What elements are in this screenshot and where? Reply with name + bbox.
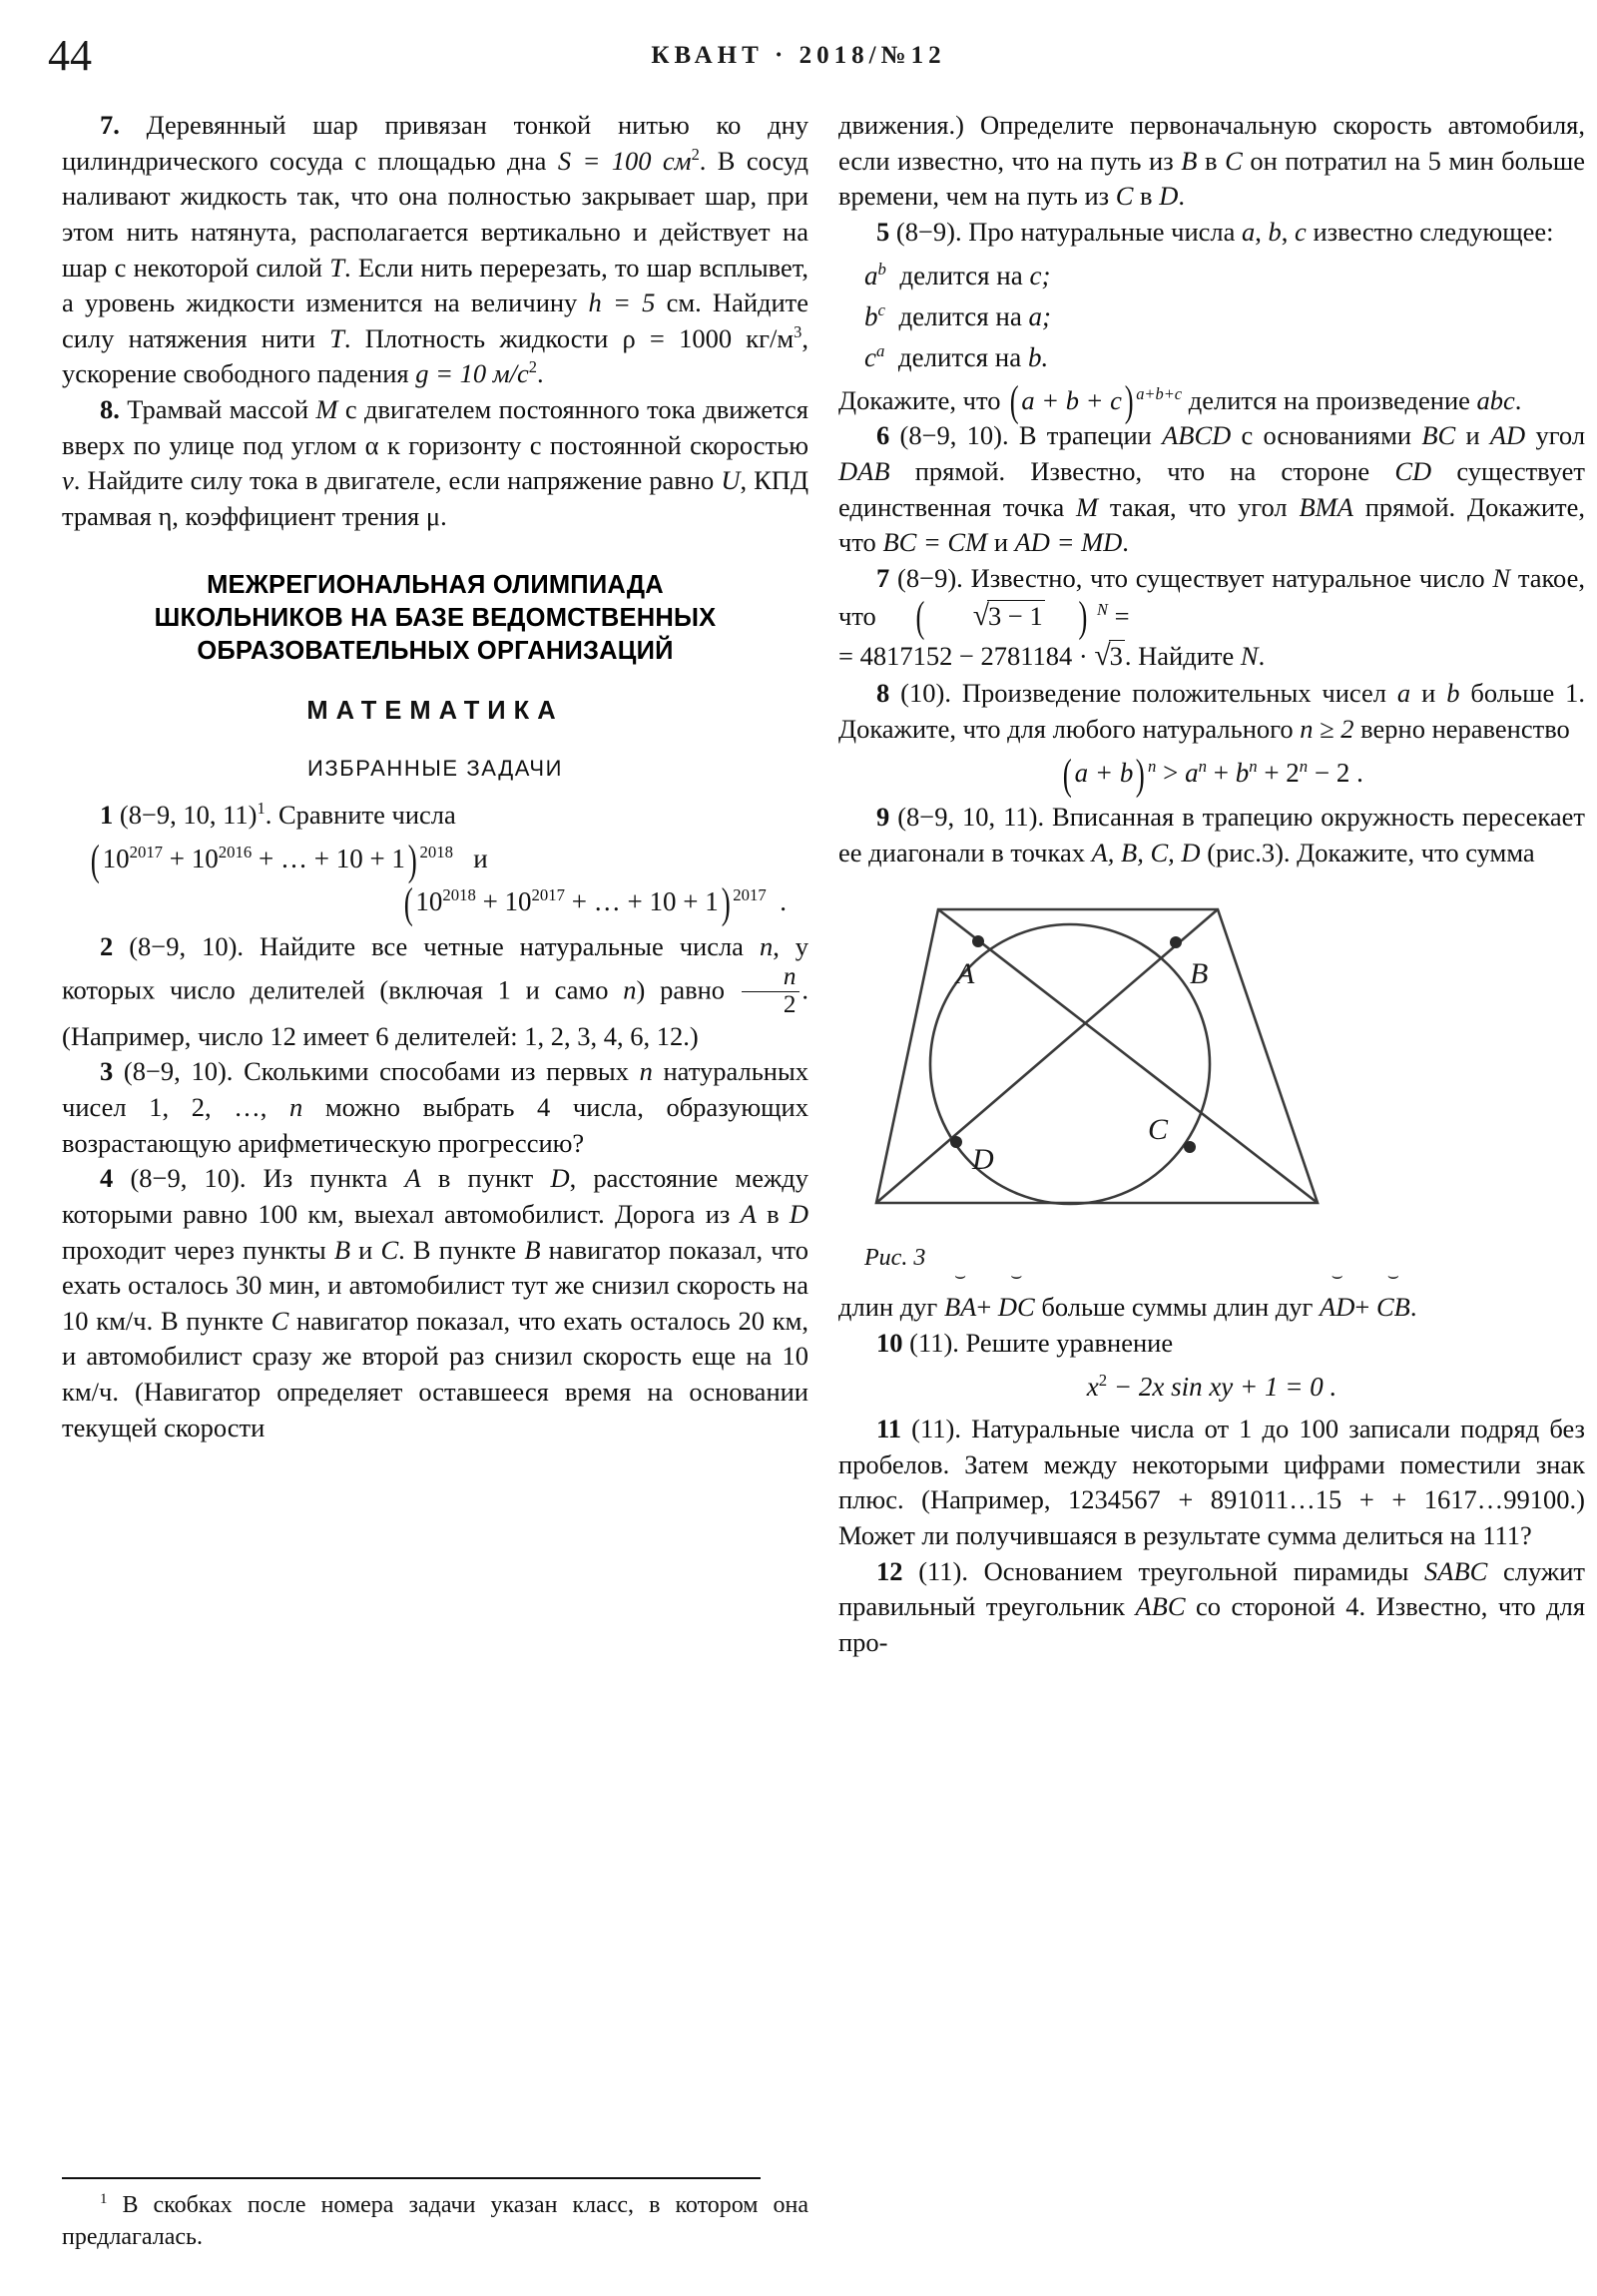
point-D-label: D — [972, 1142, 994, 1176]
problem-11-number: 11 — [876, 1414, 902, 1444]
p5-c3-base: c — [864, 342, 876, 373]
p5-c1-text: делится на — [899, 260, 1023, 290]
problem-7-physics — [62, 108, 808, 392]
p4c-C: C — [1225, 145, 1243, 176]
problem-8-mu: μ — [425, 501, 441, 532]
problem-4-text-3: , расстояние между которыми равно 100 км, выехал автомобилист. Дорога из — [62, 1163, 808, 1229]
point-A-label: A — [956, 956, 975, 990]
problem-12-text-2: служит правильный треугольник — [838, 1555, 1586, 1622]
problem-7-rho-exp: 3 — [794, 322, 802, 342]
problem-8-eta: η — [158, 501, 173, 532]
problem-7-text-5: . Плотность жидкости — [343, 322, 609, 353]
problem-7-math — [838, 561, 1586, 642]
p1-f1-rest: + … + 10 + 1 — [252, 843, 405, 873]
point-C-marker — [1184, 1141, 1196, 1153]
problem-7-text-3: . Если нить перерезать, то шар всплывет, а уровень жидкости изменится на величину — [62, 252, 808, 318]
problem-2-fraction — [742, 964, 800, 1018]
problem-4-text-6: и — [358, 1234, 373, 1265]
problem-12-text-1: Основанием треугольной пирамиды — [983, 1555, 1409, 1586]
p8m-r1-exp: n — [1198, 756, 1207, 776]
arc-mark-icon-3: ⌣ — [1331, 1266, 1343, 1288]
problem-6-eq-1: BC = CM — [882, 527, 988, 558]
problem-6-text-5: прямой. Известно, что на стороне — [914, 456, 1370, 487]
problem-9-arcs-sentence — [838, 1266, 1585, 1326]
problem-5-comma-2: , — [1281, 216, 1289, 247]
problem-7-rho: ρ = 1000 кг/м — [622, 322, 795, 353]
paren-close-icon-4: ) — [1078, 594, 1088, 642]
diagonal-2 — [876, 909, 1218, 1203]
right-column — [838, 108, 1585, 1661]
problem-6-text-2: с основаниями — [1241, 420, 1412, 451]
problem-4-C2: C — [270, 1305, 289, 1336]
p7m-text-3: . Найдите — [1124, 640, 1235, 671]
p5-text-4: делится на произведение — [1188, 384, 1470, 415]
problem-6-text-9: и — [993, 527, 1008, 558]
problem-3-text-1: Сколькими способами из первых — [244, 1056, 629, 1087]
problem-8m-text-3: больше 1. Докажите, что для любого натурального — [838, 678, 1586, 745]
problem-8-text-1: Трамвай массой — [127, 394, 309, 425]
figure-3-drawing — [838, 887, 1357, 1227]
sqrt-3-radical — [935, 597, 1045, 637]
problem-8m-classes: (10). — [900, 678, 951, 709]
problem-10-classes: (11). — [909, 1328, 959, 1359]
paren-close-icon-5: ) — [1136, 750, 1146, 799]
p1-f2-mid: + 10 — [475, 886, 532, 917]
p7m-sqrt3: 3 — [1109, 640, 1123, 671]
problem-4-text-1: Из пункта — [263, 1163, 388, 1194]
fraction-numerator: n — [783, 963, 797, 991]
paren-close-icon: ) — [407, 836, 417, 884]
problem-2-text-2: , у которых число делителей (включая 1 и само — [62, 930, 809, 1005]
problem-2-number: 2 — [100, 930, 114, 961]
problem-6-text-6: существует единственная точка — [838, 456, 1586, 522]
problem-6-BMA: BMA — [1299, 491, 1353, 522]
problem-5-condition-2 — [838, 300, 1585, 332]
problem-2-text-4: . (Например, число 12 имеет 6 делителей: 1, 2, 3, 4, 6, 12.) — [62, 974, 809, 1051]
problem-4-text-8: навигатор показал, что ехать осталось 30 мин, и автомобилист тут же снизил скорость на 10 км/ч. В пункте — [62, 1234, 809, 1336]
problem-5-condition-3 — [838, 341, 1585, 373]
problem-5-text-1: Про натуральные числа — [968, 216, 1236, 247]
problem-3-text-2: натуральных чисел 1, 2, …, — [62, 1056, 809, 1122]
paren-open-icon-5: ( — [1062, 750, 1072, 799]
problem-4-classes: (8−9, 10). — [130, 1163, 247, 1194]
p1-f2-base: 10 — [415, 886, 443, 917]
sqrt-3-radical-2 — [1094, 637, 1125, 677]
problem-4-A1: A — [404, 1163, 421, 1194]
p1-f2-e2: 2017 — [531, 885, 566, 905]
arc-DC-label: DC — [997, 1292, 1035, 1323]
problem-7-g: g = 10 м/с — [415, 358, 529, 389]
p5-c2-text: делится на — [898, 300, 1022, 331]
problem-8-text-6: , коэффициент трения — [172, 501, 420, 532]
problem-7-area: S = 100 см — [557, 145, 692, 176]
p10-rest: − 2x sin xy + 1 = 0 . — [1107, 1371, 1337, 1402]
footnote-marker: 1 — [100, 2191, 108, 2207]
p8m-end: − 2 . — [1308, 757, 1363, 788]
paren-open-icon-3: ( — [1009, 378, 1019, 426]
p8m-r2: b — [1235, 757, 1250, 788]
problem-6-CD: CD — [1394, 456, 1432, 487]
p4c-text-2: в — [1205, 145, 1218, 176]
problem-5-condition-1 — [838, 260, 1585, 291]
paren-close-icon-2: ) — [721, 879, 731, 928]
paren-open-icon: ( — [90, 836, 100, 884]
problem-5-comma-1: , — [1255, 216, 1262, 247]
arc-mark-icon-2: ⌣ — [1010, 1266, 1023, 1288]
problem-7-text-6: , ускорение свободного падения — [62, 322, 809, 389]
problem-9-number: 9 — [876, 802, 890, 833]
radical-sign-icon-2: √ — [1094, 639, 1111, 672]
problem-9-text-2: (рис.3). Докажите, что сумма — [1207, 837, 1535, 867]
problem-6-BC: BC — [1421, 420, 1456, 451]
problem-9-text-1: Вписанная в трапецию окружность пересекает ее диагонали в точках — [838, 802, 1586, 867]
problem-8-text-4: . Найдите силу тока в двигателе, если напряжение равно — [73, 465, 715, 496]
problem-12-classes: (11). — [918, 1555, 968, 1586]
problem-5-conclusion — [838, 378, 1585, 426]
problem-7-number: 7. — [100, 110, 120, 140]
p4c-text-3: он потратил на 5 мин больше времени, чем на путь из — [838, 145, 1586, 212]
p5-text-5: . — [1514, 384, 1522, 415]
footnote-block — [62, 2190, 808, 2253]
paren-close-icon-3: ) — [1124, 378, 1134, 426]
problem-9-points: A, B, C, D — [1091, 837, 1201, 867]
problem-7m-N: N — [1492, 562, 1511, 593]
trapezoid-outline — [876, 909, 1318, 1203]
p1-f1-e2: 2016 — [218, 842, 253, 861]
p1-f1-mid: + 10 — [163, 843, 219, 873]
arc-mark-icon-4: ⌣ — [1386, 1266, 1399, 1288]
problem-2-text-3: ) равно — [636, 974, 726, 1005]
problem-6-text-1: В трапеции — [1018, 420, 1152, 451]
p4c-B: B — [1181, 145, 1198, 176]
p4c-C2: C — [1115, 181, 1134, 212]
problem-6-text-8: прямой. Докажите, что — [838, 491, 1586, 558]
problem-4-C1: C — [380, 1234, 399, 1265]
problem-1-number: 1 — [100, 799, 114, 830]
p7m-right: = 4817152 − 2781184 · — [838, 640, 1088, 671]
problem-1-text: . Сравните числа — [265, 799, 456, 830]
p5-c3-exp: a — [875, 341, 885, 361]
problem-3-n1: n — [639, 1056, 653, 1087]
problem-8m-cond: n ≥ 2 — [1300, 714, 1354, 745]
problem-6-ABCD: ABCD — [1162, 420, 1232, 451]
point-D-marker — [950, 1136, 962, 1148]
p8m-left-exp: n — [1147, 756, 1157, 776]
problem-5-a: a — [1242, 216, 1256, 247]
problem-3-number: 3 — [100, 1056, 114, 1087]
problem-7-h: h = 5 — [588, 287, 656, 318]
p5-c2-div: a; — [1028, 300, 1052, 331]
problem-4-text-7: . В пункте — [398, 1234, 517, 1265]
problem-5-b: b — [1268, 216, 1282, 247]
p1-f2-outer-exp: 2017 — [733, 885, 767, 905]
problem-8-text-7: . — [440, 501, 447, 532]
arc-BA — [943, 1266, 977, 1326]
problem-8-text-3: к горизонту с постоянной скоростью — [386, 429, 809, 460]
problem-9-math — [838, 800, 1585, 870]
point-B-label: B — [1190, 956, 1209, 990]
page-folio: 44 — [48, 31, 92, 80]
p8m-plus1: + — [1206, 757, 1236, 788]
problem-3-n2: n — [289, 1091, 303, 1122]
problem-12-number: 12 — [876, 1555, 903, 1586]
p1-f1-outer-exp: 2018 — [419, 842, 453, 861]
problem-4-B2: B — [524, 1234, 541, 1265]
problem-4-A2: A — [740, 1198, 757, 1229]
running-head — [0, 30, 1597, 86]
p9-arc-plus-2: + — [1354, 1292, 1370, 1323]
p8m-r2-exp: n — [1249, 756, 1258, 776]
section-heading — [62, 569, 808, 668]
problem-7-T2: T — [329, 322, 344, 353]
problem-3-text-3: можно выбрать 4 числа, образующих возрастающую арифметическую прогрессию? — [62, 1091, 808, 1158]
point-A-marker — [972, 935, 984, 947]
p1-f2-period: . — [780, 886, 787, 917]
problem-4-number: 4 — [100, 1163, 114, 1194]
point-C-label: C — [1148, 1112, 1169, 1146]
problem-8-v: v — [62, 465, 74, 496]
p8m-plus2: + 2 — [1257, 757, 1300, 788]
problem-7m-number: 7 — [876, 562, 890, 593]
problem-7-text-4: см. Найдите силу натяжения нити — [62, 287, 809, 353]
p7m-N2: N — [1240, 640, 1259, 671]
problem-6-AD: AD — [1489, 420, 1526, 451]
p5-c2-base: b — [864, 300, 878, 331]
p5-c2-exp: c — [877, 299, 885, 319]
arc-CB-label: CB — [1375, 1292, 1410, 1323]
problem-4-continuation — [838, 108, 1585, 215]
p4c-text-5: . — [1178, 181, 1185, 212]
section-heading-line-2: ШКОЛЬНИКОВ НА БАЗЕ ВЕДОМСТВЕННЫХ — [154, 603, 717, 632]
problem-8-M: M — [315, 394, 338, 425]
p9-arc-plus-1: + — [976, 1292, 992, 1323]
p10-x: x — [1086, 1371, 1099, 1402]
section-heading-line-1: МЕЖРЕГИОНАЛЬНАЯ ОЛИМПИАДА — [207, 570, 664, 599]
section-subject: МАТЕМАТИКА — [306, 697, 564, 726]
problem-8-inequality — [838, 750, 1585, 799]
problem-6-DAB: DAB — [838, 456, 890, 487]
problem-9-classes: (8−9, 10, 11). — [897, 802, 1045, 833]
arc-DC — [997, 1266, 1035, 1326]
problem-11-math — [838, 1412, 1585, 1554]
arc-BA-label: BA — [943, 1292, 977, 1323]
problem-12-ABC: ABC — [1135, 1591, 1186, 1622]
p5-c1-div: c; — [1029, 260, 1051, 290]
p7m-sqrt-inner: 3 − 1 — [988, 600, 1043, 631]
problem-7-text-7: . — [537, 358, 544, 389]
problem-5-c: c — [1295, 216, 1307, 247]
problem-4-text-2: в пункт — [437, 1163, 534, 1194]
problem-10-number: 10 — [876, 1328, 903, 1359]
problem-2-text-1: Найдите все четные натуральные числа — [260, 930, 744, 961]
problem-6-text-4: угол — [1535, 420, 1586, 451]
p5-c1-exp: b — [877, 259, 886, 279]
problem-7-g-exp: 2 — [528, 357, 537, 377]
radical-sign-icon: √ — [972, 599, 990, 632]
left-column — [62, 108, 808, 1445]
p1-f2-e1: 2018 — [442, 885, 476, 905]
fraction-denominator: 2 — [742, 991, 800, 1019]
problem-2-n2: n — [623, 974, 637, 1005]
footnote-text-paragraph — [62, 2190, 808, 2253]
problem-7-formula-line — [838, 637, 1585, 677]
p5-concl-exp: a+b+c — [1136, 383, 1183, 403]
problem-1-formula-line-1 — [62, 836, 808, 884]
problem-8-U: U — [721, 465, 741, 496]
p4c-text-4: в — [1140, 181, 1153, 212]
problem-6-math — [838, 418, 1585, 561]
p9-arcs-text-2: больше суммы длин дуг — [1041, 1292, 1314, 1323]
problem-4-math — [62, 1161, 808, 1445]
problem-8m-text-4: верно неравенство — [1360, 714, 1570, 745]
problem-8-math — [838, 676, 1585, 747]
problem-6-text-10: . — [1122, 527, 1129, 558]
problem-7-text-2: . В сосуд наливают жидкость так, что она полностью закрывает шар, при этом нить натянута, располагается вертикально и действует на шар с некоторой силой — [62, 145, 809, 283]
problem-5-text-2: известно следующее: — [1313, 216, 1554, 247]
problem-2-n1: n — [759, 930, 774, 961]
p7m-eq: = — [1114, 600, 1130, 631]
p5-concl-inner: a + b + c — [1021, 384, 1122, 415]
problem-12-text-3: со стороной 4. Известно, что для про- — [838, 1591, 1586, 1657]
p8m-gt: > — [1156, 757, 1186, 788]
paren-open-icon-4: ( — [915, 594, 925, 642]
problem-11-text-1: Натуральные числа от 1 до 100 записали подряд без пробелов. Затем между некоторыми цифрами поместили знак плюс. (Например, 1234567 + 891011…15 + + 1617…99100.) Может ли получившаяся в результате сумма делиться на 111? — [838, 1414, 1586, 1551]
p9-arcs-end: . — [1409, 1292, 1417, 1323]
problem-3-math — [62, 1054, 808, 1161]
problem-10-math — [838, 1326, 1585, 1362]
p1-f1-base: 10 — [102, 843, 130, 873]
problem-4-B1: B — [333, 1234, 350, 1265]
problem-6-text-7: такая, что угол — [1109, 491, 1288, 522]
problem-8m-b: b — [1446, 678, 1460, 709]
p8m-r1: a — [1185, 757, 1199, 788]
problem-5-classes: (8−9). — [895, 216, 962, 247]
p5-text-3: Докажите, что — [838, 384, 1001, 415]
problem-6-text-3: и — [1465, 420, 1480, 451]
p1-and: и — [473, 843, 488, 873]
problem-7-force-T: T — [329, 252, 344, 283]
p7m-text-4: . — [1258, 640, 1266, 671]
diagonal-1 — [938, 909, 1318, 1203]
arc-AD-label: AD — [1320, 1292, 1355, 1323]
p5-c3-text: делится на — [897, 342, 1022, 373]
problem-1-footnote-marker: 1 — [257, 799, 266, 819]
problem-7m-classes: (8−9). — [897, 562, 963, 593]
problem-4-text-4: в — [767, 1198, 780, 1229]
problem-6-classes: (8−9, 10). — [899, 420, 1009, 451]
figure-3 — [838, 887, 1585, 1237]
p8m-r3-exp: n — [1299, 756, 1309, 776]
footnote-rule — [62, 2177, 761, 2179]
problem-10-equation — [838, 1371, 1585, 1403]
problem-12-SABC: SABC — [1424, 1555, 1488, 1586]
problem-8m-number: 8 — [876, 678, 890, 709]
problem-8-physics — [62, 392, 808, 535]
arc-CB — [1375, 1266, 1410, 1326]
arc-mark-icon-1: ⌣ — [954, 1266, 967, 1288]
p4c-D: D — [1159, 181, 1179, 212]
figure-3-caption: Рис. 3 — [864, 1245, 926, 1272]
p10-exp: 2 — [1098, 1370, 1108, 1390]
problem-12-math — [838, 1554, 1585, 1661]
problem-11-classes: (11). — [911, 1414, 961, 1444]
problem-8-alpha: α — [364, 429, 379, 460]
problem-5-number: 5 — [876, 216, 890, 247]
problem-5-math — [838, 215, 1585, 251]
section-rubric: ИЗБРАННЫЕ ЗАДАЧИ — [306, 756, 564, 782]
journal-title: КВАНТ · 2018/№12 — [651, 42, 946, 69]
p1-f2-rest: + … + 10 + 1 — [565, 886, 719, 917]
footnote-text: В скобках после номера задачи указан класс, в котором она предлагалась. — [62, 2192, 809, 2250]
problem-7m-text-1: Известно, что существует натуральное число — [970, 562, 1485, 593]
p5-c1-base: a — [864, 260, 878, 290]
problem-10-text-1: Решите уравнение — [965, 1328, 1174, 1359]
problem-8m-text-2: и — [1421, 678, 1436, 709]
problem-1-math — [62, 798, 808, 834]
problem-7-text-1: Деревянный шар привязан тонкой нитью ко дну цилиндрического сосуда с площадью дна — [62, 110, 808, 176]
problem-2-math — [62, 929, 808, 1055]
problem-3-classes: (8−9, 10). — [123, 1056, 234, 1087]
problem-2-classes: (8−9, 10). — [129, 930, 245, 961]
p7m-exp-N: N — [1097, 599, 1108, 619]
problem-4-text-5: проходит через пункты — [62, 1234, 326, 1265]
section-heading-line-3: ОБРАЗОВАТЕЛЬНЫХ ОРГАНИЗАЦИЙ — [197, 636, 674, 665]
p4c-text-1: движения.) Определите первоначальную скорость автомобиля, если известно, что на путь из — [838, 110, 1585, 176]
p1-f1-e1: 2017 — [129, 842, 164, 861]
problem-8-text-5: , КПД трамвая — [62, 465, 809, 532]
problem-1-classes: (8−9, 10, 11) — [119, 799, 258, 830]
p8m-left-inner: a + b — [1074, 757, 1134, 788]
problem-4-text-9: навигатор показал, что ехать осталось 20 км, и автомобилист сразу же второй раз снизил скорость еще на 10 км/ч. (Навигатор определяет оставшееся время на основании текущей скорости — [62, 1305, 809, 1442]
problem-1-formula-line-2 — [62, 879, 808, 928]
problem-7-area-exp: 2 — [691, 144, 700, 164]
problem-4-D1: D — [550, 1163, 570, 1194]
problem-8m-a: a — [1396, 678, 1411, 709]
problem-8-number: 8. — [100, 394, 120, 425]
problem-6-eq-2: AD = MD — [1014, 527, 1123, 558]
problem-8-text-2: с двигателем постоянного тока движется вверх по улице под углом — [62, 394, 808, 460]
paren-open-icon-2: ( — [403, 879, 413, 928]
problem-6-number: 6 — [876, 420, 890, 451]
p5-c3-div: b. — [1027, 342, 1049, 373]
problem-6-M: M — [1076, 491, 1099, 522]
problem-7m-text-2: такое, что — [838, 562, 1586, 631]
problem-8m-text-1: Произведение положительных чисел — [961, 678, 1386, 709]
problem-4-D2: D — [789, 1198, 808, 1229]
p5-abc: abc — [1476, 384, 1515, 415]
point-B-marker — [1170, 936, 1182, 948]
p9-arcs-text-1: длин дуг — [838, 1292, 938, 1323]
arc-AD — [1320, 1266, 1355, 1326]
